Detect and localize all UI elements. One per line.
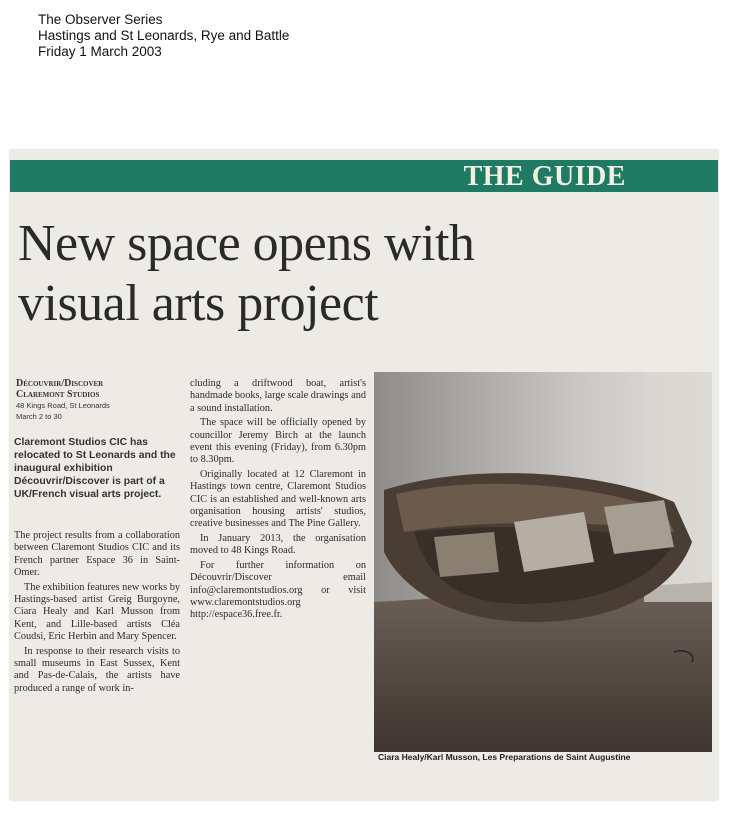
headline-line-1: New space opens with	[18, 215, 475, 272]
article-column-1	[14, 530, 180, 697]
publication-date: Friday 1 March 2003	[38, 44, 162, 59]
section-band	[10, 160, 718, 192]
paragraph: In response to their research visits to small museums in East Sussex, Kent and Pas-de-Calais, the artists have produced a range of work in-	[14, 645, 180, 694]
event-title: Découvrir/Discover	[16, 378, 104, 389]
edition-name: Hastings and St Leonards, Rye and Battle	[38, 28, 290, 43]
paragraph: For further information on Découvrir/Discover email info@claremontstudios.org or visit www.claremontstudios.org http://espace36.free.fr.	[190, 559, 366, 621]
paragraph: In January 2013, the organisation moved to 48 Kings Road.	[190, 532, 366, 557]
article-column-2	[190, 378, 366, 624]
event-info	[16, 378, 186, 422]
event-venue: Claremont Studios	[16, 389, 100, 400]
photo-caption: Ciara Healy/Karl Musson, Les Preparations de Saint Augustine	[378, 752, 631, 762]
event-address: 48 Kings Road, St Leonards	[16, 401, 110, 410]
event-dates: March 2 to 30	[16, 412, 62, 421]
newspaper-clipping	[10, 150, 718, 800]
standfirst: Claremont Studios CIC has relocated to St Leonards and the inaugural exhibition Découvrir/Discover is part of a UK/French visual arts project.	[14, 437, 176, 500]
headline	[18, 214, 708, 334]
paragraph: Originally located at 12 Claremont in Hastings town centre, Claremont Studios CIC is an established and well-known arts organisation housing artists' studios, creative businesses and The Pine Gallery.	[190, 468, 366, 530]
section-title: THE GUIDE	[463, 161, 626, 192]
paragraph: cluding a driftwood boat, artist's handmade books, large scale drawings and a sound installation.	[190, 378, 366, 414]
paragraph: The space will be officially opened by councillor Jeremy Birch at the launch event this evening (Friday), from 6.30pm to 8.30pm.	[190, 417, 366, 466]
archive-header	[38, 12, 289, 60]
driftwood-boat-image	[374, 372, 712, 752]
headline-line-2: visual arts project	[18, 275, 379, 332]
artwork-photo	[374, 372, 712, 752]
paragraph: The project results from a collaboration between Claremont Studios CIC and its French partner Espace 36 in Saint-Omer.	[14, 530, 180, 579]
publication-name: The Observer Series	[38, 12, 163, 27]
paragraph: The exhibition features new works by Hastings-based artist Greig Burgoyne, Ciara Healy and Karl Musson from Kent, and Lille-based artists Cléa Coudsi, Eric Herbin and Mary Spencer.	[14, 581, 180, 643]
